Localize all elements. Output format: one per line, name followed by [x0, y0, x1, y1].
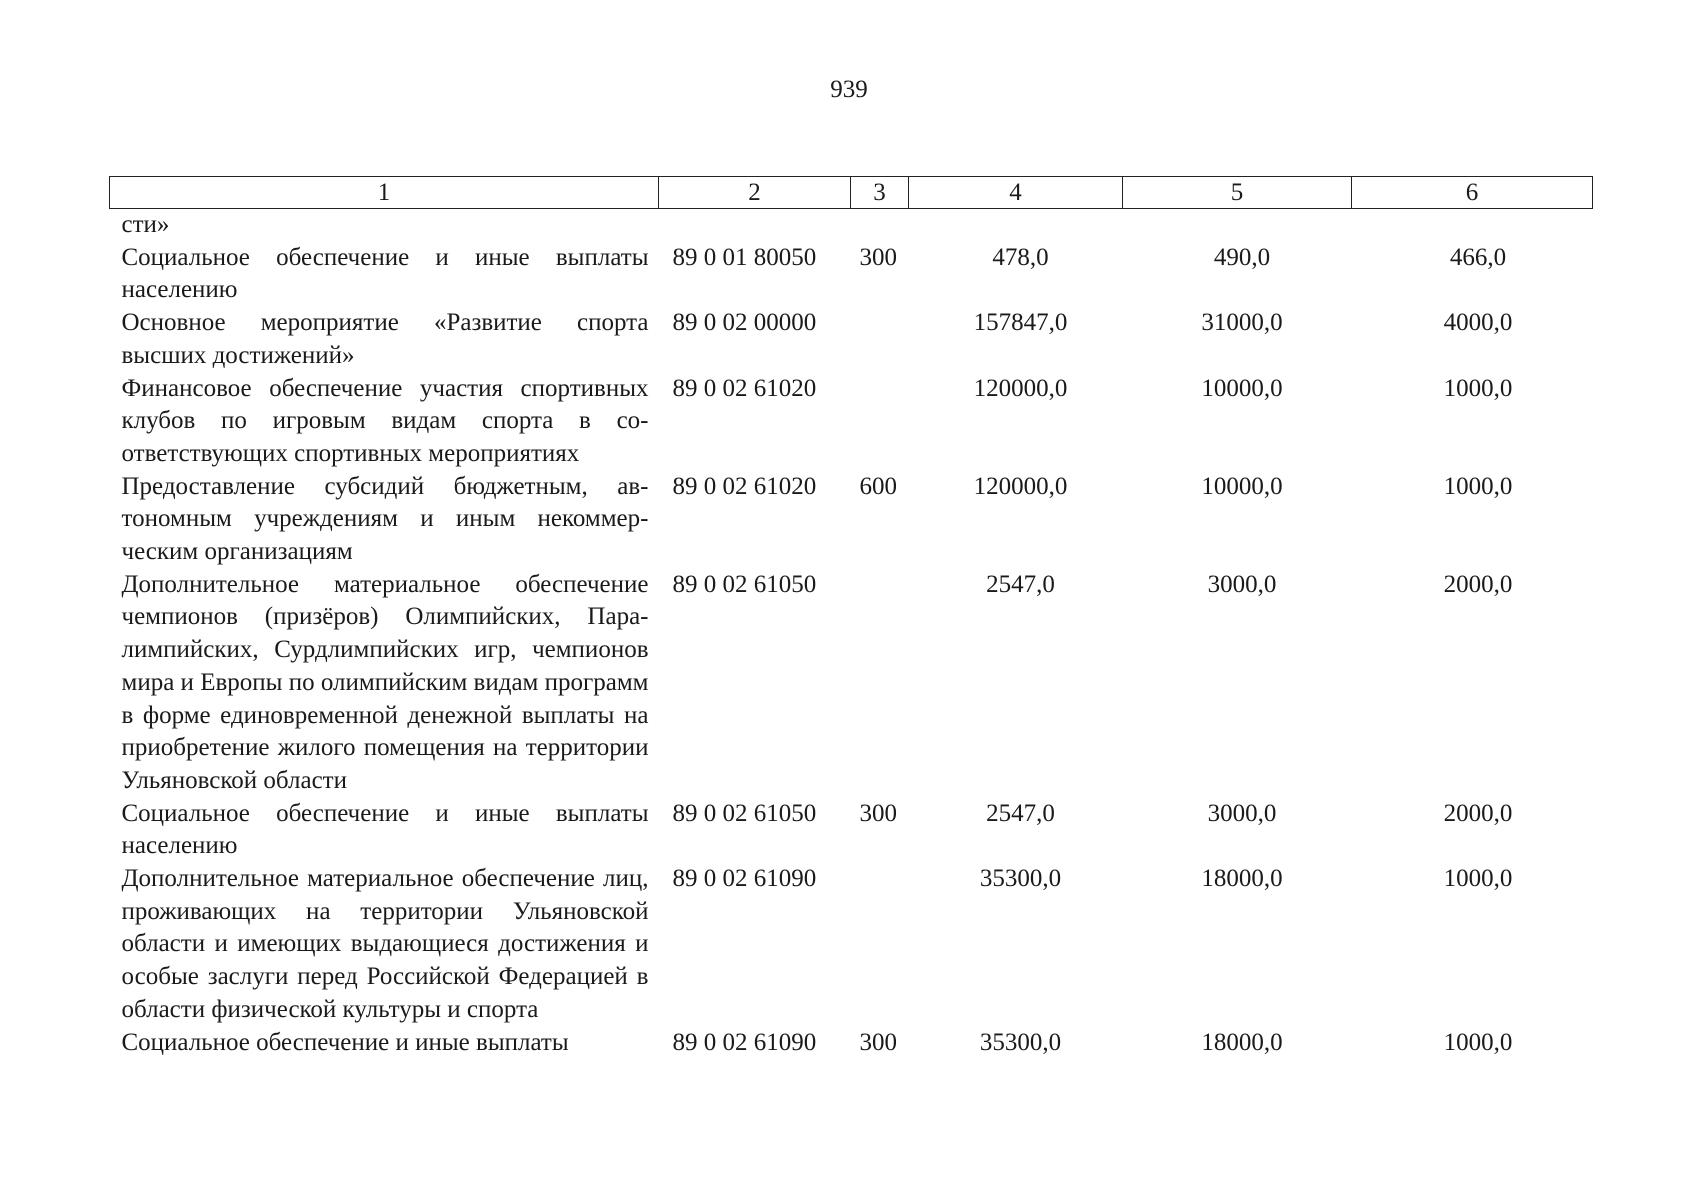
row-kind [851, 863, 909, 1027]
table-row [110, 569, 1593, 798]
column-header-1: 1 [110, 177, 659, 209]
row-name: Дополнительное материальное обеспечение лиц, проживающих на территории Ульяновской области и имеющих выдающиеся достижения и особые заслуги перед Российской Федерацией в области физической культуры и спорта [121, 865, 649, 1023]
column-header-6: 6 [1352, 177, 1593, 209]
row-code: 89 0 02 61090 [672, 865, 817, 893]
row-value-col6: 466,0 [1449, 243, 1507, 271]
row-value-col4: 2547,0 [986, 570, 1055, 598]
row-value-col6: 1000,0 [1443, 865, 1513, 893]
row-value-col5: 10000,0 [1201, 374, 1283, 402]
row-kind: 300 [859, 243, 897, 271]
table-row [110, 798, 1593, 863]
row-code: 89 0 02 61090 [672, 1028, 817, 1056]
row-value-col4: 157847,0 [973, 309, 1068, 337]
table-header [110, 177, 1593, 209]
row-name: Основное мероприятие «Развитие спорта высших достижений» [121, 309, 649, 369]
row-value-col4: 35300,0 [979, 1028, 1062, 1056]
row-kind [851, 209, 909, 242]
row-name: Дополнительное материальное обеспечение чемпионов (призёров) Олимпийских, Паралимпийских, Сурдлимпийских игр, чемпионов мира и Европы по олимпийским видам программ в форме единовременной денежной выплаты на приобретение жилого помещения на территории Ульяновской области [121, 570, 649, 794]
row-kind: 300 [859, 1028, 897, 1056]
row-value-col6: 2000,0 [1443, 799, 1513, 827]
budget-table [109, 176, 1593, 1059]
column-header-3: 3 [851, 177, 909, 209]
header-row [110, 177, 1593, 209]
column-header-2: 2 [659, 177, 851, 209]
row-name: Социальное обеспечение и иные выплаты [121, 1028, 569, 1056]
row-kind [851, 373, 909, 471]
column-header-4: 4 [909, 177, 1123, 209]
row-kind [851, 569, 909, 798]
budget-table-container [109, 176, 1592, 1059]
row-code: 89 0 01 80050 [672, 243, 817, 271]
table-row [110, 1027, 1593, 1060]
row-code: 89 0 02 61020 [672, 374, 817, 402]
column-header-5: 5 [1123, 177, 1352, 209]
table-row [110, 242, 1593, 307]
row-value-col4: 478,0 [992, 243, 1049, 271]
row-code: 89 0 02 61050 [672, 799, 817, 827]
row-value-col5: 18000,0 [1201, 865, 1283, 893]
row-code: 89 0 02 61050 [672, 570, 817, 598]
table-row [110, 209, 1593, 242]
table-row [110, 863, 1593, 1027]
row-value-col5: 3000,0 [1207, 570, 1277, 598]
row-value-col5: 490,0 [1213, 243, 1271, 271]
row-value-col6: 2000,0 [1443, 570, 1513, 598]
row-code: 89 0 02 00000 [672, 309, 817, 337]
row-value-col6: 4000,0 [1443, 309, 1513, 337]
page-number: 939 [830, 76, 868, 103]
row-value-col6: 1000,0 [1443, 1028, 1513, 1056]
table-body [110, 209, 1593, 1060]
row-value-col6: 1000,0 [1443, 374, 1513, 402]
table-row [110, 373, 1593, 471]
row-value-col4 [909, 209, 1123, 242]
table-row [110, 307, 1593, 372]
row-value-col5: 3000,0 [1207, 799, 1277, 827]
row-value-col6: 1000,0 [1443, 472, 1513, 500]
row-value-col5: 10000,0 [1201, 472, 1283, 500]
row-value-col6 [1352, 209, 1593, 242]
row-kind: 300 [859, 799, 897, 827]
row-value-col4: 35300,0 [979, 865, 1062, 893]
row-name: сти» [121, 211, 170, 238]
row-kind: 600 [859, 472, 897, 500]
row-value-col4: 120000,0 [973, 374, 1068, 402]
row-value-col5: 31000,0 [1201, 309, 1283, 337]
row-code: 89 0 02 61020 [672, 472, 817, 500]
table-row [110, 471, 1593, 569]
row-value-col5: 18000,0 [1201, 1028, 1283, 1056]
row-name: Социальное обеспечение и иные выплаты населению [121, 799, 649, 860]
row-value-col4: 2547,0 [986, 799, 1055, 827]
row-name: Финансовое обеспечение участия спортивных клубов по игровым видам спорта в соответствующих спортивных мероприятиях [121, 374, 649, 467]
row-code [659, 209, 851, 242]
row-value-col5 [1123, 209, 1352, 242]
row-name: Предоставление субсидий бюджетным, автономным учреждениям и иным некоммерческим организациям [121, 472, 649, 566]
row-value-col4: 120000,0 [973, 472, 1068, 500]
row-name: Социальное обеспечение и иные выплаты населению [121, 243, 649, 304]
row-kind [851, 307, 909, 372]
